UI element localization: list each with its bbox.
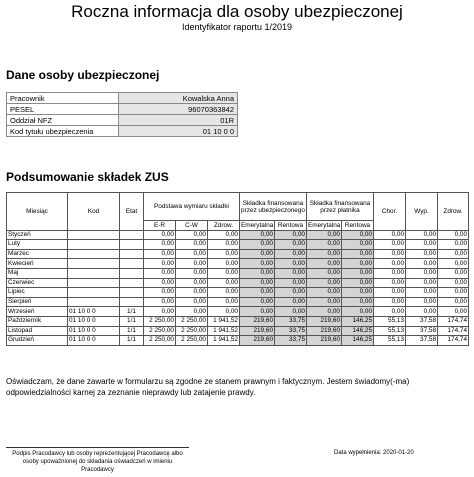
cell-er: 0,00: [144, 278, 176, 288]
cell-etat: [120, 230, 144, 240]
cell-month: Październik: [7, 316, 68, 326]
cell-zd: 0,00: [438, 297, 469, 307]
cell-wy: 0,00: [406, 240, 438, 250]
cell-ch: 0,00: [374, 268, 406, 278]
cell-er: 0,00: [144, 259, 176, 269]
cell-month: Wrzesień: [7, 307, 68, 317]
table-row: [7, 307, 469, 317]
table-row: [7, 278, 469, 288]
table-row: [7, 288, 469, 298]
cell-ie: 0,00: [240, 297, 275, 307]
person-info-row: [7, 115, 238, 126]
cell-ch: 0,00: [374, 307, 406, 317]
cell-zd: 0,00: [438, 249, 469, 259]
cell-wy: 0,00: [406, 268, 438, 278]
table-row: [7, 336, 469, 346]
cell-pr: 0,00: [342, 249, 374, 259]
cell-ir: 33,75: [275, 336, 307, 346]
cell-ir: 33,75: [275, 316, 307, 326]
cell-pe: 0,00: [307, 240, 342, 250]
cell-pr: 0,00: [342, 230, 374, 240]
person-info-value: 01 10 0 0: [119, 126, 238, 137]
person-info-label: Kod tytułu ubezpieczenia: [7, 126, 119, 137]
cell-ch: 0,00: [374, 278, 406, 288]
page-title: Roczna informacja dla osoby ubezpieczonej: [71, 2, 403, 21]
cell-code: 01 10 0 0: [68, 307, 120, 317]
cell-pr: 0,00: [342, 259, 374, 269]
cell-code: [68, 249, 120, 259]
cell-cw: 2 250,00: [176, 336, 208, 346]
cell-cw: 0,00: [176, 307, 208, 317]
col-header-health: Zdrow.: [438, 193, 469, 231]
cell-cw: 0,00: [176, 278, 208, 288]
cell-zd: 0,00: [438, 230, 469, 240]
cell-code: [68, 268, 120, 278]
cell-code: 01 10 0 0: [68, 326, 120, 336]
person-section-heading: Dane osoby ubezpieczonej: [6, 68, 160, 82]
table-row: [7, 297, 469, 307]
person-info-label: Oddział NFZ: [7, 115, 119, 126]
cell-ir: 0,00: [275, 278, 307, 288]
cell-etat: [120, 288, 144, 298]
signature-caption: Podpis Pracodawcy lub osoby reprezentującej Pracodawcę albo osoby upoważnionej do składania oświadczeń w imieniu Pracodawcy: [12, 451, 183, 473]
cell-zd: 174,74: [438, 336, 469, 346]
cell-ir: 0,00: [275, 249, 307, 259]
cell-hb: 1 941,52: [208, 316, 240, 326]
cell-pe: 219,60: [307, 336, 342, 346]
col-header-sickness: Chor.: [374, 193, 406, 231]
cell-zd: 0,00: [438, 307, 469, 317]
cell-pe: 0,00: [307, 297, 342, 307]
cell-etat: 1/1: [120, 336, 144, 346]
cell-etat: 1/1: [120, 326, 144, 336]
col-header-payer-disability: Rentowa: [342, 221, 374, 231]
zus-summary-table: [6, 192, 469, 346]
cell-ir: 0,00: [275, 259, 307, 269]
cell-code: 01 10 0 0: [68, 336, 120, 346]
cell-wy: 0,00: [406, 297, 438, 307]
cell-etat: [120, 297, 144, 307]
cell-hb: 0,00: [208, 307, 240, 317]
cell-code: 01 10 0 0: [68, 316, 120, 326]
cell-pr: 0,00: [342, 240, 374, 250]
fill-date: Data wypełnienia: 2020-01-20: [334, 450, 414, 456]
cell-cw: 0,00: [176, 240, 208, 250]
cell-zd: 174,74: [438, 326, 469, 336]
cell-pe: 0,00: [307, 288, 342, 298]
cell-pe: 0,00: [307, 230, 342, 240]
cell-wy: 0,00: [406, 278, 438, 288]
person-info-value: 01R: [119, 115, 238, 126]
cell-ch: 55,13: [374, 326, 406, 336]
cell-er: 0,00: [144, 268, 176, 278]
cell-ir: 0,00: [275, 307, 307, 317]
person-info-table: [6, 92, 238, 137]
cell-er: 2 250,00: [144, 316, 176, 326]
cell-pe: 0,00: [307, 278, 342, 288]
cell-ie: 0,00: [240, 230, 275, 240]
zus-section-heading: Podsumowanie składek ZUS: [6, 170, 169, 184]
cell-wy: 0,00: [406, 249, 438, 259]
cell-pr: 146,25: [342, 336, 374, 346]
table-row: [7, 259, 469, 269]
col-header-basis-er: E-R: [144, 221, 176, 231]
cell-cw: 0,00: [176, 268, 208, 278]
cell-cw: 0,00: [176, 249, 208, 259]
cell-zd: 0,00: [438, 240, 469, 250]
person-info-label: PESEL: [7, 104, 119, 115]
col-header-insured-disability: Rentowa: [275, 221, 307, 231]
cell-hb: 0,00: [208, 230, 240, 240]
cell-code: [68, 288, 120, 298]
person-info-row: [7, 104, 238, 115]
cell-month: Listopad: [7, 326, 68, 336]
cell-hb: 0,00: [208, 240, 240, 250]
person-info-value: Kowalska Anna: [119, 93, 238, 104]
cell-month: Grudzień: [7, 336, 68, 346]
cell-etat: 1/1: [120, 316, 144, 326]
cell-ie: 219,60: [240, 316, 275, 326]
cell-ir: 0,00: [275, 297, 307, 307]
cell-ir: 0,00: [275, 230, 307, 240]
cell-wy: 0,00: [406, 307, 438, 317]
cell-er: 0,00: [144, 249, 176, 259]
cell-ie: 219,60: [240, 326, 275, 336]
cell-etat: [120, 259, 144, 269]
cell-ch: 0,00: [374, 297, 406, 307]
col-header-code: Kod: [68, 193, 120, 231]
cell-month: Czerwiec: [7, 278, 68, 288]
cell-month: Marzec: [7, 249, 68, 259]
cell-etat: [120, 240, 144, 250]
cell-pr: 0,00: [342, 278, 374, 288]
cell-cw: 2 250,00: [176, 326, 208, 336]
cell-etat: [120, 249, 144, 259]
cell-code: [68, 278, 120, 288]
cell-ch: 0,00: [374, 288, 406, 298]
col-header-financed-by-insured: Składka finansowana przez ubezpieczonego: [240, 193, 307, 221]
cell-pe: 0,00: [307, 307, 342, 317]
cell-pe: 219,60: [307, 326, 342, 336]
cell-month: Styczeń: [7, 230, 68, 240]
cell-ch: 0,00: [374, 259, 406, 269]
cell-zd: 174,74: [438, 316, 469, 326]
cell-er: 0,00: [144, 297, 176, 307]
cell-pr: 0,00: [342, 288, 374, 298]
cell-zd: 0,00: [438, 288, 469, 298]
cell-hb: 0,00: [208, 278, 240, 288]
cell-pr: 146,25: [342, 316, 374, 326]
cell-er: 0,00: [144, 288, 176, 298]
cell-code: [68, 297, 120, 307]
cell-etat: [120, 268, 144, 278]
cell-hb: 1 941,52: [208, 326, 240, 336]
cell-pr: 0,00: [342, 268, 374, 278]
cell-hb: 0,00: [208, 249, 240, 259]
cell-er: 0,00: [144, 240, 176, 250]
cell-ie: 219,60: [240, 336, 275, 346]
table-row: [7, 240, 469, 250]
col-header-basis-health: Zdrow.: [208, 221, 240, 231]
cell-ir: 0,00: [275, 268, 307, 278]
cell-er: 0,00: [144, 307, 176, 317]
cell-hb: 1 941,52: [208, 336, 240, 346]
cell-cw: 0,00: [176, 259, 208, 269]
cell-ie: 0,00: [240, 268, 275, 278]
table-row: [7, 316, 469, 326]
cell-pr: 0,00: [342, 297, 374, 307]
person-info-row: [7, 93, 238, 104]
cell-ie: 0,00: [240, 259, 275, 269]
cell-wy: 0,00: [406, 230, 438, 240]
person-info-label: Pracownik: [7, 93, 119, 104]
cell-code: [68, 240, 120, 250]
cell-pr: 146,25: [342, 326, 374, 336]
cell-ir: 33,75: [275, 326, 307, 336]
signature-line: [6, 447, 189, 448]
cell-pe: 0,00: [307, 259, 342, 269]
col-header-financed-by-payer: Składka finansowana przez płatnika: [307, 193, 374, 221]
cell-ch: 0,00: [374, 249, 406, 259]
cell-ie: 0,00: [240, 307, 275, 317]
col-header-insured-pension: Emerytalna: [241, 221, 274, 229]
cell-pr: 0,00: [342, 307, 374, 317]
cell-cw: 0,00: [176, 288, 208, 298]
cell-cw: 0,00: [176, 230, 208, 240]
cell-ie: 0,00: [240, 278, 275, 288]
cell-month: Lipiec: [7, 288, 68, 298]
report-identifier: Identyfikator raportu 1/2019: [181, 22, 293, 32]
cell-cw: 2 250,00: [176, 316, 208, 326]
cell-cw: 0,00: [176, 297, 208, 307]
cell-code: [68, 259, 120, 269]
cell-etat: [120, 278, 144, 288]
cell-ie: 0,00: [240, 288, 275, 298]
cell-code: [68, 230, 120, 240]
cell-ch: 55,13: [374, 336, 406, 346]
cell-month: Kwiecień: [7, 259, 68, 269]
cell-etat: 1/1: [120, 307, 144, 317]
cell-zd: 0,00: [438, 259, 469, 269]
cell-pe: 0,00: [307, 268, 342, 278]
table-row: [7, 230, 469, 240]
cell-pe: 219,60: [307, 316, 342, 326]
cell-wy: 0,00: [406, 288, 438, 298]
person-info-row: [7, 126, 238, 137]
cell-hb: 0,00: [208, 268, 240, 278]
cell-wy: 37,58: [406, 336, 438, 346]
declaration-text: Oświadczam, że dane zawarte w formularzu są zgodne ze stanem prawnym i faktycznym. Jestem świadomy(-ma) odpowiedzialności karnej za zeznanie nieprawdy lub zatajenie prawdy.: [6, 377, 410, 397]
cell-ch: 0,00: [374, 240, 406, 250]
person-info-value: 96070363842: [119, 104, 238, 115]
table-row: [7, 326, 469, 336]
table-row: [7, 249, 469, 259]
cell-er: 2 250,00: [144, 336, 176, 346]
cell-month: Sierpień: [7, 297, 68, 307]
col-header-month: Miesiąc: [7, 193, 68, 231]
cell-ir: 0,00: [275, 240, 307, 250]
cell-zd: 0,00: [438, 268, 469, 278]
cell-wy: 0,00: [406, 259, 438, 269]
cell-month: Luty: [7, 240, 68, 250]
col-header-payer-pension: Emerytalna: [308, 221, 341, 229]
col-header-etat: Etat: [120, 193, 144, 231]
cell-hb: 0,00: [208, 297, 240, 307]
col-header-basis-cw: C-W: [176, 221, 208, 231]
cell-ir: 0,00: [275, 288, 307, 298]
cell-hb: 0,00: [208, 288, 240, 298]
cell-pe: 0,00: [307, 249, 342, 259]
cell-ie: 0,00: [240, 240, 275, 250]
table-row: [7, 268, 469, 278]
cell-month: Maj: [7, 268, 68, 278]
cell-ie: 0,00: [240, 249, 275, 259]
cell-er: 0,00: [144, 230, 176, 240]
cell-wy: 37,58: [406, 326, 438, 336]
cell-er: 2 250,00: [144, 326, 176, 336]
cell-ch: 55,13: [374, 316, 406, 326]
cell-hb: 0,00: [208, 259, 240, 269]
cell-wy: 37,58: [406, 316, 438, 326]
cell-zd: 0,00: [438, 278, 469, 288]
col-header-basis: Podstawa wymiaru składki: [144, 193, 240, 221]
cell-ch: 0,00: [374, 230, 406, 240]
col-header-accident: Wyp.: [406, 193, 438, 231]
